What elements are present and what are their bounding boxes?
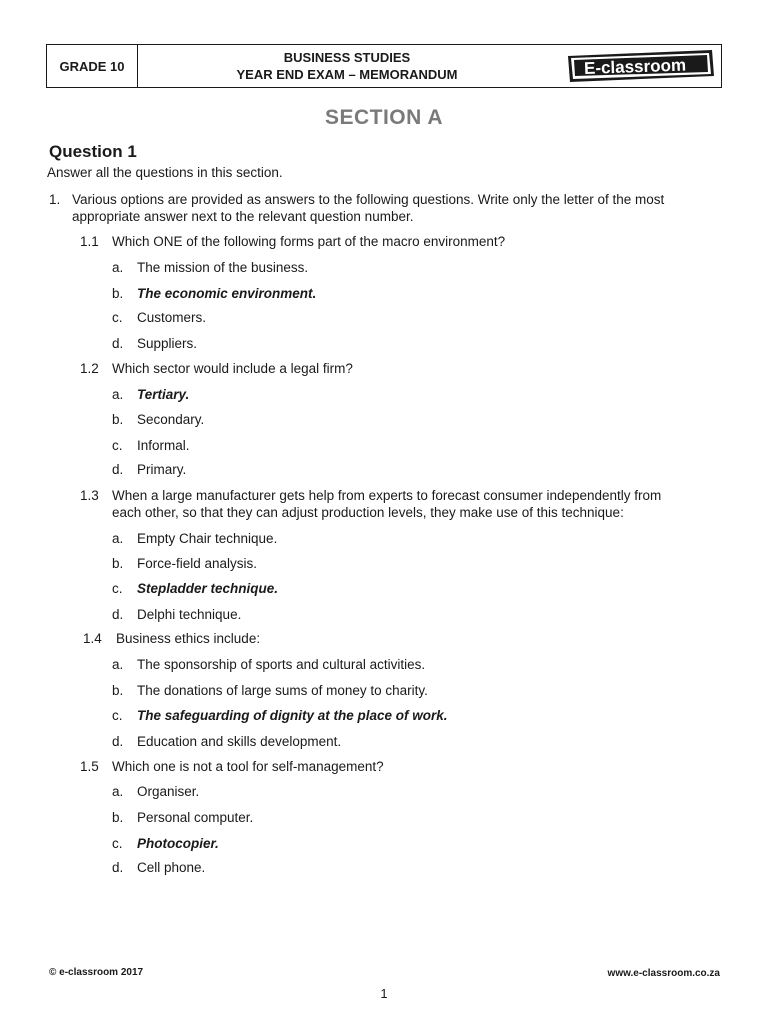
option-text: Primary. — [137, 462, 187, 477]
correct-answer-text: Tertiary. — [137, 387, 190, 402]
correct-answer-text: Stepladder technique. — [137, 581, 279, 596]
option-letter: a. — [112, 387, 124, 402]
grade-label: GRADE 10 — [47, 45, 138, 87]
exam-subtitle: YEAR END EXAM – MEMORANDUM — [236, 67, 458, 82]
question-text: Which one is not a tool for self-management? — [112, 759, 384, 774]
option-letter: c. — [112, 708, 123, 723]
option-letter: a. — [112, 531, 124, 546]
option-text: Informal. — [137, 438, 190, 453]
main-item-line2: appropriate answer next to the relevant question number. — [72, 209, 414, 224]
option-letter: a. — [112, 784, 124, 799]
svg-text:E-classroom: E-classroom — [583, 55, 687, 79]
option-letter: d. — [112, 462, 124, 477]
question-text: Which sector would include a legal firm? — [112, 361, 353, 376]
instruction-text: Answer all the questions in this section. — [47, 165, 283, 180]
option-letter: c. — [112, 438, 123, 453]
question-number: 1.4 — [83, 631, 102, 646]
question-text: When a large manufacturer gets help from experts to forecast consumer independently from — [112, 488, 662, 503]
exam-title — [137, 49, 557, 83]
option-letter: b. — [112, 683, 124, 698]
subject-title: BUSINESS STUDIES — [283, 50, 411, 65]
option-letter: b. — [112, 810, 124, 825]
question-text: Business ethics include: — [116, 631, 261, 646]
option-letter: a. — [112, 657, 124, 672]
correct-answer-text: The safeguarding of dignity at the place of work. — [137, 708, 448, 723]
question-number: 1.5 — [80, 759, 99, 774]
option-text: Delphi technique. — [137, 607, 242, 622]
page-number: 1 — [380, 986, 388, 1001]
option-text: Personal computer. — [137, 810, 254, 825]
question-text: Which ONE of the following forms part of the macro environment? — [112, 234, 506, 249]
website-link[interactable]: www.e-classroom.co.za — [607, 968, 720, 979]
option-letter: d. — [112, 336, 124, 351]
copyright-text: © e-classroom 2017 — [49, 967, 144, 978]
option-text: The sponsorship of sports and cultural activities. — [137, 657, 426, 672]
option-letter: c. — [112, 310, 123, 325]
option-letter: b. — [112, 412, 124, 427]
option-letter: b. — [112, 286, 124, 301]
option-letter: b. — [112, 556, 124, 571]
correct-answer-text: Photocopier. — [137, 836, 219, 851]
question-text-continued: each other, so that they can adjust production levels, they make use of this technique: — [112, 505, 624, 520]
option-letter: d. — [112, 860, 124, 875]
option-text: Secondary. — [137, 412, 205, 427]
option-text: Customers. — [137, 310, 207, 325]
option-text: Education and skills development. — [137, 734, 342, 749]
option-letter: c. — [112, 581, 123, 596]
question-number: 1.3 — [80, 488, 99, 503]
option-text: Cell phone. — [137, 860, 206, 875]
main-item-number: 1. — [49, 192, 61, 207]
option-text: The mission of the business. — [137, 260, 309, 275]
correct-answer-text: The economic environment. — [137, 286, 317, 301]
question-title: Question 1 — [49, 142, 137, 161]
option-letter: c. — [112, 836, 123, 851]
option-text: Force-field analysis. — [137, 556, 258, 571]
option-letter: d. — [112, 734, 124, 749]
section-title: SECTION A — [324, 106, 444, 129]
header-box — [46, 44, 722, 88]
main-item-line1: Various options are provided as answers to the following questions. Write only the letter of the most — [72, 192, 665, 207]
option-text: The donations of large sums of money to charity. — [137, 683, 428, 698]
option-text: Suppliers. — [137, 336, 198, 351]
option-letter: d. — [112, 607, 124, 622]
question-number: 1.2 — [80, 361, 99, 376]
question-number: 1.1 — [80, 234, 99, 249]
option-letter: a. — [112, 260, 124, 275]
option-text: Organiser. — [137, 784, 200, 799]
option-text: Empty Chair technique. — [137, 531, 278, 546]
eclassroom-logo — [562, 48, 716, 84]
